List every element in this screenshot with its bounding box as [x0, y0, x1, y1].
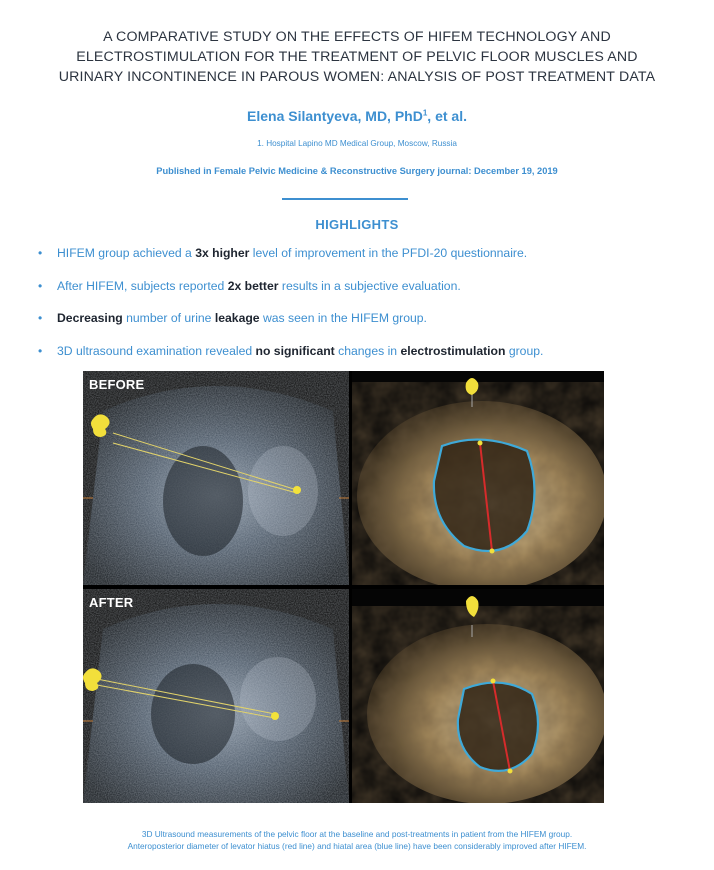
highlight-emphasis: no significant: [255, 343, 335, 358]
highlights-list: [38, 246, 698, 376]
author-name: Elena Silantyeva, MD, PhD: [247, 108, 423, 124]
caption-line-2: Anteroposterior diameter of levator hiatus (red line) and hiatal area (blue line) have been considerably improved after HIFEM.: [127, 841, 587, 851]
divider-rule: [282, 198, 408, 200]
highlight-item: [38, 246, 698, 279]
ultrasound-3d-image: [352, 371, 604, 585]
highlight-emphasis: electrostimulation: [400, 343, 506, 358]
after-3d-render: [352, 589, 604, 803]
ultrasound-2d-image: [83, 371, 349, 585]
highlight-text: number of urine: [122, 311, 215, 326]
author-superscript: 1: [422, 108, 428, 118]
after-label: AFTER: [89, 595, 134, 610]
title-line-3: URINARY INCONTINENCE IN PAROUS WOMEN: ANALYSIS OF POST TREATMENT DATA: [58, 69, 656, 85]
before-label: BEFORE: [89, 377, 145, 392]
author-line: [0, 108, 714, 124]
highlight-text: level of improvement in the PFDI-20 questionnaire.: [249, 246, 528, 260]
before-2d-ultrasound: [83, 371, 349, 585]
highlight-text: HIFEM group achieved a: [57, 246, 196, 260]
highlight-item: [38, 279, 698, 312]
author-suffix: , et al.: [427, 108, 467, 124]
paper-title: [20, 27, 694, 87]
highlight-item: [38, 311, 698, 344]
highlight-text: 3D ultrasound examination revealed: [57, 343, 256, 358]
ultrasound-figure: [83, 371, 604, 803]
publication-info: Published in Female Pelvic Medicine & Reconstructive Surgery journal: December 19, 2019: [156, 166, 558, 176]
affiliation: 1. Hospital Lapino MD Medical Group, Moscow, Russia: [257, 139, 457, 148]
highlight-emphasis: 3x higher: [195, 246, 250, 260]
highlights-heading: HIGHLIGHTS: [315, 217, 399, 232]
caption-line-1: 3D Ultrasound measurements of the pelvic floor at the baseline and post-treatments in patient from the HIFEM group.: [141, 829, 573, 839]
ultrasound-3d-image: [352, 589, 604, 803]
highlight-text: group.: [505, 343, 544, 358]
highlight-text: was seen in the HIFEM group.: [259, 311, 427, 326]
highlight-emphasis: Decreasing: [57, 311, 123, 326]
title-line-2: ELECTROSTIMULATION FOR THE TREATMENT OF PELVIC FLOOR MUSCLES AND: [76, 49, 638, 65]
title-line-1: A COMPARATIVE STUDY ON THE EFFECTS OF HIFEM TECHNOLOGY AND: [103, 29, 611, 45]
before-3d-render: [352, 371, 604, 585]
figure-caption: [0, 828, 714, 852]
after-2d-ultrasound: [83, 589, 349, 803]
highlight-emphasis: leakage: [214, 311, 260, 326]
highlight-text: changes in: [334, 343, 401, 358]
ultrasound-2d-image: [83, 589, 349, 803]
highlight-text: After HIFEM, subjects reported: [57, 278, 228, 293]
highlight-text: results in a subjective evaluation.: [278, 278, 461, 293]
highlight-emphasis: 2x better: [227, 278, 279, 293]
